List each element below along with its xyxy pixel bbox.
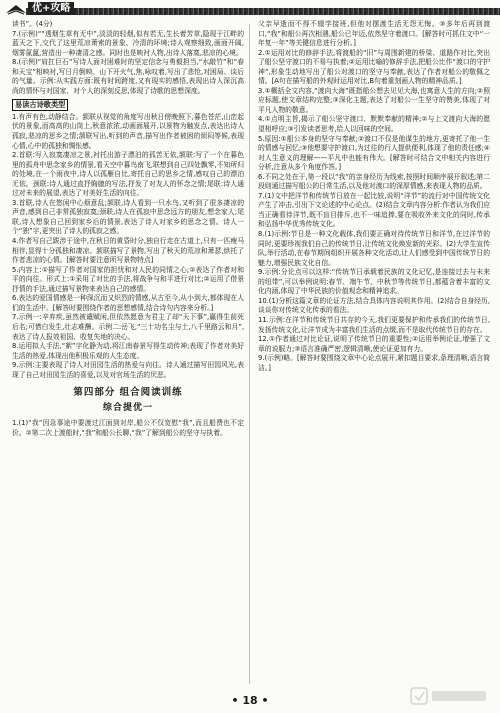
answer-item: 8.运用拟人手法,“絮”字化静为动,将江南春景写得生动传神;表现了作者对美好生活的热爱,体现出他积极乐观的人生态度。 — [12, 342, 244, 360]
page-number: • 18 • — [231, 694, 269, 707]
answer-item: 父亲早逝而不得不辍学接班,但他对摆渡生活无怨无悔。③多年后再到渡口,“我”和船公再次相遇,船公已年迈,依然坚守着渡口。[解答时可抓住文中“一年复一年”等关键信息进行分析。] — [258, 20, 490, 48]
answer-item: 7.示例一:辛弃疾,虽然被谴赋闲,但依然愿意为君主了却“天下事”,赢得生前死后名;可惜白发生,壮志难酬。示例二:岳飞,“三十功名尘与土,八千里路云和月”,表达了诗人报效祖国、收复失地的决心。 — [12, 313, 244, 341]
sub-title: 综合提优一 — [102, 402, 153, 413]
right-column — [258, 20, 490, 687]
answer-item: 8.(示例)“肩扛巨石”写诗人面对困难时的坚定信念与勇毅担当,“水敲竹”和“春和天宝”相映衬,写日月倒映、山下开火气,焦,咏叹着,写出了悲怆,对困局、谈后的气量。示例:从实践方面:既有时间跨度,又有现实的感悟,表现出诗人深沉高尚的情怀与对国家、对个人的深刻反思,体现了诗歌的思想深度。 — [12, 58, 244, 95]
answer-item: 8.(1)示例:节日是一种文化载体,我们要正确对待传统节日和洋节,在过洋节的同时,更要珍视我们自己的传统节日,让传统文化焕发新的光彩。(2)大学生宣传队,举行活动,在春节期间组织开展各种文化活动,让人们感受到中国传统节日的魅力,增强民族文化自信。 — [258, 230, 490, 267]
answer-item: 7.(1)文中把洋节和传统节日放在一起比较,说明“洋节”的流行对中国传统文化产生了冲击,引出下文论述的中心论点。(2)结合文章内容分析:作者认为我们应当正确看待洋节,既不盲目排斥,也不一味追捧,要在吸收外来文化的同时,传承和弘扬中华优秀传统文化。 — [258, 191, 490, 229]
section-heading — [12, 99, 244, 111]
answer-item: 6.表达的爱国情感是一种深沉而又炽烈的情感,从古至今,从小到大,都体现在人们的生活中。[解答时要围绕作者的思想感情,结合诗句内容来分析。] — [12, 294, 244, 312]
answer-item: 6.不同之处在于,第一段以“我”的亲身经历为线索,按照时间顺序展开叙述;第二段则通过描写船公的日常生活,以及他对渡口的深厚情感,来表现人物的品质。 — [258, 172, 490, 191]
answer-item: 2.首联:写入寂寞凄凉之景,衬托出游子漂泊的孤苦无依,颔联:写了一个在暮色里的孤舟中思念家乡的情景,看天空中暮鸟南飞,联想到自己四处飘零,不知所归的处境,在一个雨夜中,诗人以孤雁自比,寄托自己的思乡之情,感叹自己的漂泊无依。颈联:诗人通过直抒胸臆的写法,抒发了对友人的怀念之情;尾联:诗人通过对未来的展望,表达了对美好生活的向往。 — [12, 151, 244, 198]
intro-fragment: 读书”。(4分) — [12, 20, 53, 28]
answer-item: 2.①运用对比的修辞手法,将渡船的“旧”与周围新建的桥梁、道路作对比,突出了船公坚守渡口的不易与执着;②运用比喻的修辞手法,把船公比作“渡口的守护神”,形象生动地写出了船公对渡口的坚守与奉献,表达了作者对船公的敬佩之情。[A句在描写船的外观时运用对比,B句着重刻画人物的精神品质。] — [258, 48, 490, 86]
answer-item: 5.原因:①船公本身的坚守与奉献;②渡口不仅是他谋生的地方,更寄托了他一生的情感与回忆;③他想要守护渡口,为过往的行人提供便利,体现了他的责任感;④对人生意义的理解——平凡中也能有伟大。[解答时可结合文中相关内容进行分析,注意从多个角度作答。] — [258, 134, 490, 172]
answer-item: 9.(示例)略。[解答时要围绕文章中心论点展开,紧扣题目要求,条理清晰,语言简洁。] — [258, 354, 490, 372]
answer-item: 3.①概括全文内容,“渡向大海”既指船公想去见见大海,也寓意人生的方向;②照应标题,使文章结构完整;③深化主题,表达了对船公一生坚守的赞美,体现了对平凡人物的敬意。 — [258, 86, 490, 114]
header-decorative-bar — [26, 8, 500, 15]
answer-item: 4.①点明主旨,揭示了船公坚守渡口、默默奉献的精神;②与上文渡向大海的愿望相呼应;③引发读者思考,给人以回味的空间。 — [258, 115, 490, 134]
publisher-watermark-icon — [410, 685, 490, 707]
section-heading-label: 易读古诗歌类型 — [12, 99, 68, 111]
answer-item: 1.有声有色,动静结合。颔联从视觉的角度写出秋日傍晚照下,暮色苍茫,山峦起伏的景象,而高高的山岗上,秋意浓浓,动画面展开,以景物为触发点,表达出诗人孤寂,悲凉的思乡之情;颔联写出,听到的声音,描写出作者被困的烦闷等候,表现心情,心中的孤独和惆怅感。 — [12, 112, 244, 150]
column-divider — [249, 24, 250, 684]
answer-item: 4.作者写自己跋涉于途中,在秋日的黄昏时分,独自行走在古道上,只有一匹瘦马相伴,显得十分孤独和凄凉。颔联描写了景物,写出了秋天的荒凉和萧瑟,烘托了作者悲凉的心情。[解答时要注意所写景物特点] — [12, 237, 244, 265]
answer-item: 7.(示例)““透烟生草有无中”,淡淡的轻烟,似有若无,生长着芳草,隐现于江畔的蓝天之下,交代了这里荒凉萧索的景象、冷清的环境;诗人观察细致,画面开阔,烟雾氤氲,营造出一种凄清之感。同时也是映衬人物,出诗人落寞,悲凉的心境。 — [12, 29, 244, 57]
brand-title: 优+攻略 — [28, 2, 74, 15]
book-logo-icon — [5, 1, 27, 17]
answer-item: 5.内容上:①描写了作者对国家的担忧和对人民的同情之心;②表达了作者对和平的向往。形式上:①采用了对比的手法,将战争与和平进行对比;②运用了借景抒情的手法,通过描写景物来表达自己的感情。 — [12, 265, 244, 293]
answer-item: 9.示例:主要表现了诗人对田园生活的热爱与向往。诗人通过描写田园风光,表现了自己对田园生活的喜爱,以及对官场生活的厌恶。 — [12, 361, 244, 379]
part-title: 第四部分 组合阅读训练 — [73, 387, 183, 399]
left-column — [12, 20, 244, 687]
answer-item: 11.示例:在洋节和传统节日共存的今天,我们更要保护和传承我们的传统节日,发扬传统文化,让洋节成为丰富我们生活的点缀,而不是取代传统节日的存在。 — [258, 315, 490, 334]
answer-item: 1.(1)“我”因急事途中要渡过江面到对岸,船公不仅宽慰“我”,而且船费也不定价。②第二次上渡船时,“我”和船公长聊,“我”了解到船公的坚守与执着。 — [12, 419, 244, 437]
page-header-banner — [0, 0, 500, 18]
answer-item: 12.①作者通过对比论证,说明了传统节日的重要性;②运用举例论证,增强了文章的说服力;③语言准确严密,逻辑清晰,使论证更加有力。 — [258, 335, 490, 353]
answer-item: 9.示例:分论点可以这样:“传统节日承载着民族的文化记忆,是连接过去与未来的纽带”,可以举例说明:春节、端午节、中秋节等传统节日,都蕴含着丰富的文化内涵,体现了中华民族的价值观念和精神追求。 — [258, 268, 490, 296]
answer-item: 3.首联,诗人在悠闲中心烦意乱;颔联,诗人看到一只水鸟,又听到了很多凄凉的声音,感到自己非常孤独寂寞;颈联,诗人在孤寂中思念远方的朋友,想念家人;尾联,诗人想象自己回到家乡后的情景,表达了诗人对家乡的思念之情。诗人一个“独”字,更突出了诗人的孤寂之感。 — [12, 198, 244, 236]
answer-item: 10.(1)分析这篇文章的论证方法,结合具体内容说明其作用。(2)结合自身经历,谈谈你对传统文化传承的看法。 — [258, 296, 490, 315]
